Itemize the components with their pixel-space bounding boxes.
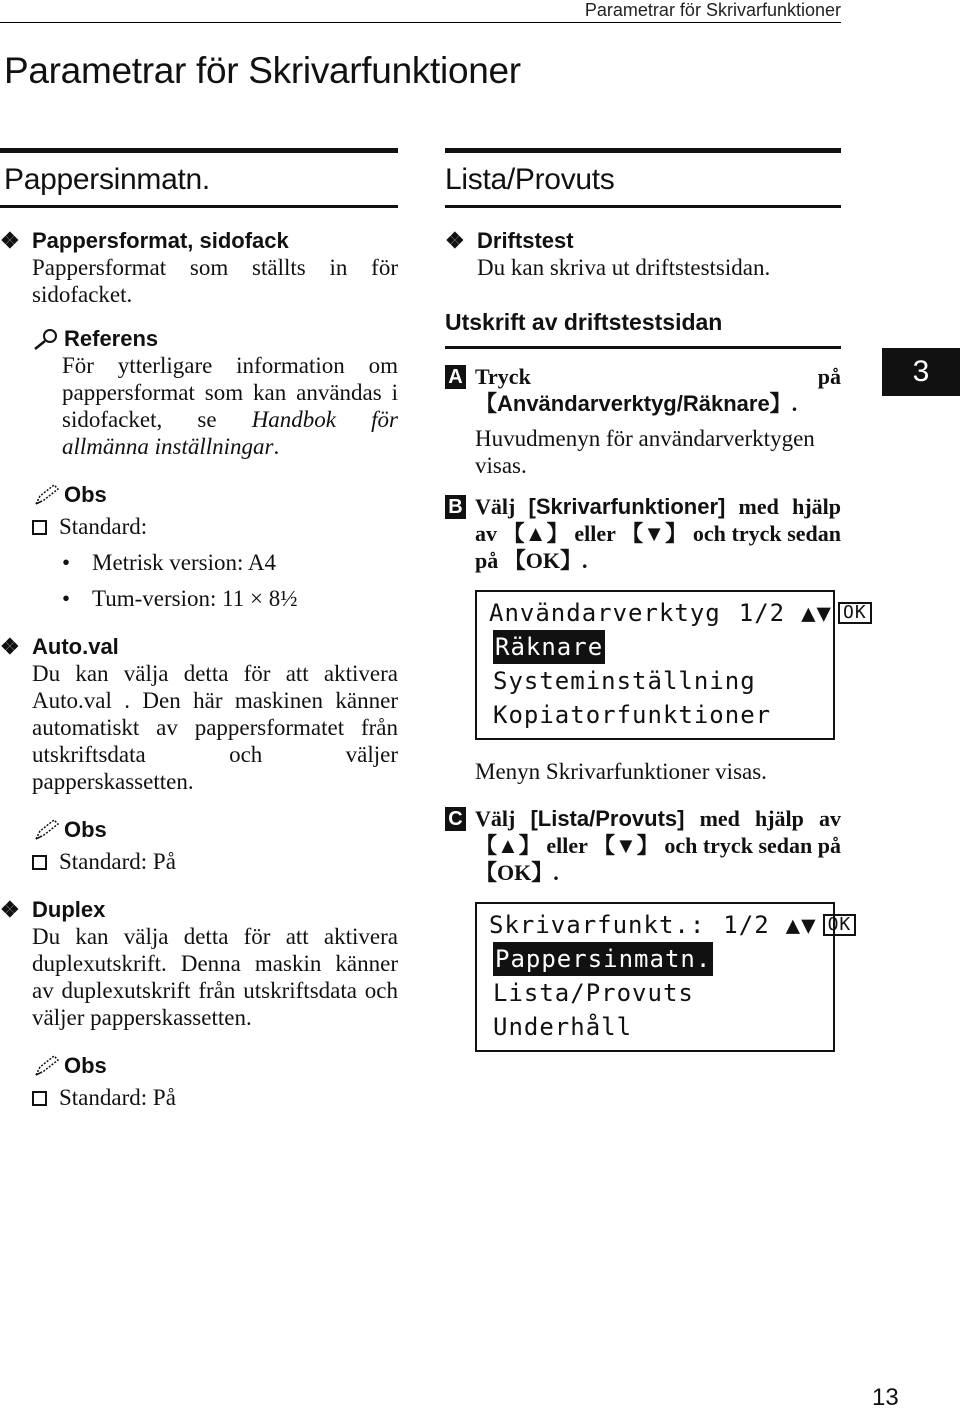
diamond-bullet-icon: ❖ [0, 634, 20, 659]
bullet-metric: • Metrisk version: A4 [0, 550, 398, 576]
item-title-duplex: ❖ Duplex [0, 897, 106, 922]
step-result: Huvudmenyn för användarverktygen visas. [475, 426, 815, 478]
page-number: 13 [872, 1384, 899, 1411]
reference-heading: Referens [0, 326, 398, 352]
lcd-menu-item[interactable]: Lista/Provuts [493, 979, 694, 1007]
reference-book-title: Handbok för allmänna inställningar [62, 407, 398, 459]
lcd-title-row: Användarverktyg 1/2 ▲▼ OK [477, 596, 833, 630]
procedure-heading: Utskrift av driftstestsidan [445, 297, 841, 349]
lcd-menu-item[interactable]: Systeminställning [493, 667, 756, 695]
item-title-autoval: ❖ Auto.val [0, 634, 119, 659]
step-number: B [445, 495, 466, 519]
step-2: B Välj [Skrivarfunktioner] med hjälp av 【▲】 eller 【▼】 och tryck sedan på 【OK】. [445, 493, 841, 574]
step-number: C [445, 807, 466, 831]
step-number: A [445, 365, 466, 389]
left-column [0, 148, 398, 1111]
diamond-bullet-icon: ❖ [445, 228, 465, 253]
item-title-pappersformat: ❖ Pappersformat, sidofack [0, 228, 289, 253]
key-printer-features: [Skrivarfunktioner] [528, 494, 726, 519]
default-setting: Standard: På [0, 1085, 398, 1111]
step-3: C Välj [Lista/Provuts] med hjälp av 【▲】 eller 【▼】 och tryck sedan på 【OK】. [445, 805, 841, 886]
checkbox-icon [32, 855, 47, 870]
step-result: Menyn Skrivarfunktioner visas. [475, 759, 767, 784]
note-heading: Obs [0, 482, 398, 508]
reference-text: För ytterligare information om pappersformat som kan användas i sidofacket, se Handbok för allmänna inställningar. [62, 353, 398, 459]
lcd-title-row: Skrivarfunkt.: 1/2 ▲▼ OK [477, 908, 833, 942]
diamond-bullet-icon: ❖ [0, 897, 20, 922]
section-title-pappersinmatn: Pappersinmatn. [0, 148, 398, 208]
lcd-menu-item[interactable]: Pappersinmatn. [477, 942, 833, 976]
step-1: A Tryck på 【Användarverktyg/Räknare】. Huvudmenyn för användarverktygen visas. [445, 363, 841, 479]
scroll-arrows-icon: ▲▼ [785, 911, 817, 939]
note-heading: Obs [0, 1053, 398, 1079]
lcd-menu-item[interactable]: Underhåll [493, 1013, 633, 1041]
default-setting: Standard: På [0, 849, 398, 875]
key-user-tools: 【Användarverktyg/Räknare】 [475, 391, 792, 416]
lcd-screen-printer-features [475, 902, 852, 1052]
default-setting: Standard: [0, 514, 398, 540]
page-title: Parametrar för Skrivarfunktioner [4, 50, 521, 91]
note-heading: Obs [0, 817, 398, 843]
checkbox-icon [32, 520, 47, 535]
bullet-inch: • Tum-version: 11 × 8½ [0, 586, 398, 612]
pencil-icon [32, 819, 60, 841]
item-text-duplex: Du kan välja detta för att aktivera duplexutskrift. Denna maskin känner av duplexutskrift från utskriftsdata och väljer papperskassetten. [32, 924, 398, 1030]
lcd-menu-item[interactable]: Räknare [477, 630, 833, 664]
item-text-autoval: Du kan välja detta för att aktivera Auto.val . Den här maskinen känner automatiskt av pappersformatet från utskriftsdata och väljer papperskassetten. [32, 661, 398, 794]
item-title-driftstest: ❖ Driftstest [445, 228, 574, 253]
lcd-menu-item[interactable]: Kopiatorfunktioner [493, 701, 772, 729]
running-header: Parametrar för Skrivarfunktioner [584, 0, 841, 20]
magnifier-icon [32, 328, 60, 350]
pencil-icon [32, 484, 60, 506]
scroll-arrows-icon: ▲▼ [801, 599, 833, 627]
checkbox-icon [32, 1091, 47, 1106]
ok-key-icon: OK [823, 914, 857, 936]
item-text-pappersformat: Pappersformat som ställts in för sidofacket. [32, 255, 398, 307]
header-rule [0, 22, 841, 23]
ok-key-icon: OK [838, 602, 872, 624]
key-list-test-print: [Lista/Provuts] [530, 806, 685, 831]
diamond-bullet-icon: ❖ [0, 228, 20, 253]
lcd-screen-user-tools [475, 590, 867, 740]
chapter-tab: 3 [882, 348, 960, 396]
right-column [445, 148, 867, 1052]
pencil-icon [32, 1055, 60, 1077]
section-title-lista-provuts: Lista/Provuts [445, 148, 841, 208]
item-text-driftstest: Du kan skriva ut driftstestsidan. [477, 255, 771, 280]
